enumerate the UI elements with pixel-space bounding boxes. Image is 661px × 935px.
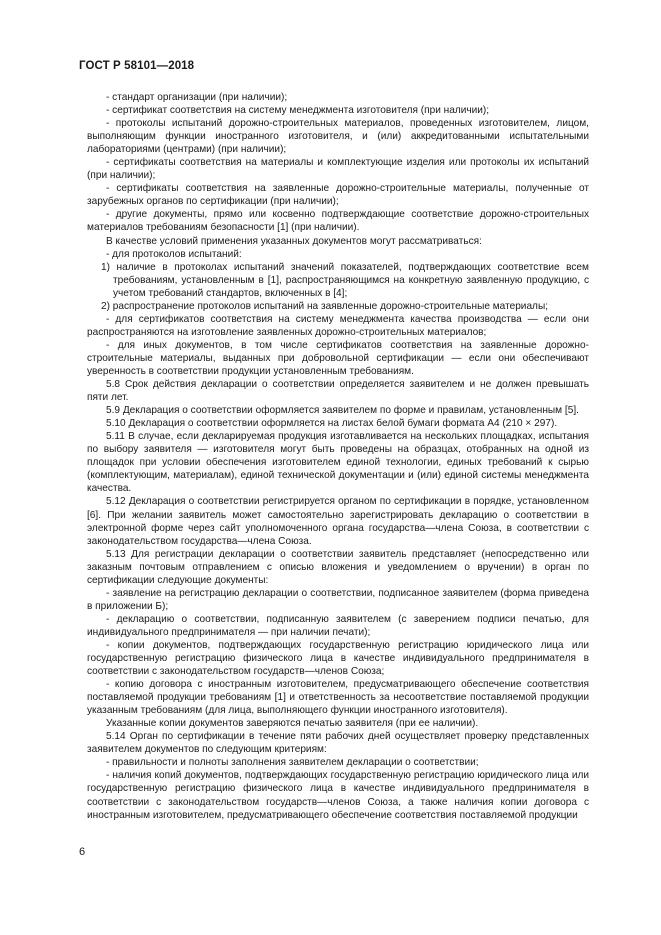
- list-item: - копии документов, подтверждающих государственную регистрацию юридического лица или государственную регистрацию физического лица в качестве индивидуального предпринимателя в соответствии с законодательством государств—членов Союза;: [87, 639, 589, 678]
- page-number: 6: [79, 846, 86, 858]
- list-item: - для протоколов испытаний:: [106, 248, 242, 260]
- list-item: - правильности и полноты заполнения заявителем декларации о соответствии;: [106, 757, 479, 769]
- list-item: - другие документы, прямо или косвенно подтверждающие соответствие дорожно-строительных материалов требованиям безопасности [1] (при наличии).: [87, 209, 589, 234]
- list-item: - сертификаты соответствия на заявленные дорожно-строительные материалы, полученные от зарубежных органов по сертификации (при наличии);: [87, 183, 589, 208]
- list-item: - для иных документов, в том числе сертификатов соответствия на заявленные дорожно-строительные материалы, выданных при добровольной сертификации — если они обеспечивают уверенность в соответствии продукции установленным требованиям.: [87, 339, 589, 377]
- numbered-item: 1) наличие в протоколах испытаний значений показателей, подтверждающих соответствие всем требованиям, установленным в [1], распространяющимся на конкретную заявленную продукцию, с учетом требований стандартов, включенных в [4];: [101, 261, 589, 299]
- clause-5-10: 5.10 Декларация о соответствии оформляется на листах белой бумаги формата А4 (210 × 297).: [106, 418, 558, 430]
- paragraph: В качестве условий применения указанных документов могут рассматриваться:: [106, 235, 482, 247]
- document-code-header: ГОСТ Р 58101—2018: [79, 60, 195, 72]
- list-item: - декларацию о соответствии, подписанную заявителем (с заверением подписи печатью, для индивидуального предпринимателя — при наличии печати);: [87, 613, 589, 638]
- list-item: - протоколы испытаний дорожно-строительных материалов, проведенных изготовителем, лицом, выполняющим функции иностранного изготовителя, и (или) аккредитованными испытательными лабораториями (центрами) (при наличии);: [87, 118, 589, 156]
- list-item: - для сертификатов соответствия на систему менеджмента качества производства — если они распространяются на изготовление заявленных дорожно-строительных материалов;: [87, 313, 589, 338]
- list-item: - заявление на регистрацию декларации о соответствии, подписанное заявителем (форма приведена в приложении Б);: [87, 587, 589, 612]
- clause-5-12: 5.12 Декларация о соответствии регистрируется органом по сертификации в порядке, установленном [6]. При желании заявитель может самостоятельно зарегистрировать декларацию о соответствии в электронной форме через сайт уполномоченного органа государства—члена Союза, в соответствии с законодательством государства—члена Союза.: [87, 496, 589, 547]
- clause-5-8: 5.8 Срок действия декларации о соответствии определяется заявителем и не должен превышать пяти лет.: [87, 379, 589, 404]
- list-item: - наличия копий документов, подтверждающих государственную регистрацию юридического лица или государственную регистрацию физического лица в качестве индивидуального предпринимателя в соответствии с законодательством государств—членов Союза, а также наличия копии договора с иностранным изготовителем, предусматривающего обеспечение соответствия поставляемой продукции: [87, 770, 589, 821]
- list-item: - сертификаты соответствия на материалы и комплектующие изделия или протоколы их испытаний (при наличии);: [87, 157, 589, 182]
- clause-5-9: 5.9 Декларация о соответствии оформляется заявителем по форме и правилам, установленным [5].: [106, 405, 579, 417]
- paragraph: Указанные копии документов заверяются печатью заявителя (при ее наличии).: [106, 718, 479, 730]
- clause-5-11: 5.11 В случае, если декларируемая продукция изготавливается на нескольких площадках, испытания по выбору заявителя — изготовителя могут быть проведены на образцах, отобранных на одной из площадок при условии обеспечения изготовителем единой технологии, единых требований к сырью (комплектующим, материалам), единой технической документации и (или) единой системы менеджмента качества.: [87, 431, 589, 495]
- numbered-item: 2) распространение протоколов испытаний на заявленные дорожно-строительные материалы;: [101, 300, 549, 312]
- list-item: - копию договора с иностранным изготовителем, предусматривающего обеспечение соответствия поставляемой продукции требованиям [1] и ответственность за несоответствие поставляемой продукции указанным требованиям (для лица, выполняющего функции иностранного изготовителя).: [87, 679, 589, 717]
- list-item: - сертификат соответствия на систему менеджмента изготовителя (при наличии);: [106, 105, 490, 117]
- clause-5-13: 5.13 Для регистрации декларации о соответствии заявитель представляет (непосредственно или заказным почтовым отправлением с описью вложения и уведомлением о вручении) в орган по сертификации следующие документы:: [87, 548, 589, 586]
- document-body: [87, 91, 589, 822]
- clause-5-14: 5.14 Орган по сертификации в течение пяти рабочих дней осуществляет проверку представленных заявителем документов по следующим критериям:: [87, 731, 589, 756]
- list-item: - стандарт организации (при наличии);: [106, 92, 288, 103]
